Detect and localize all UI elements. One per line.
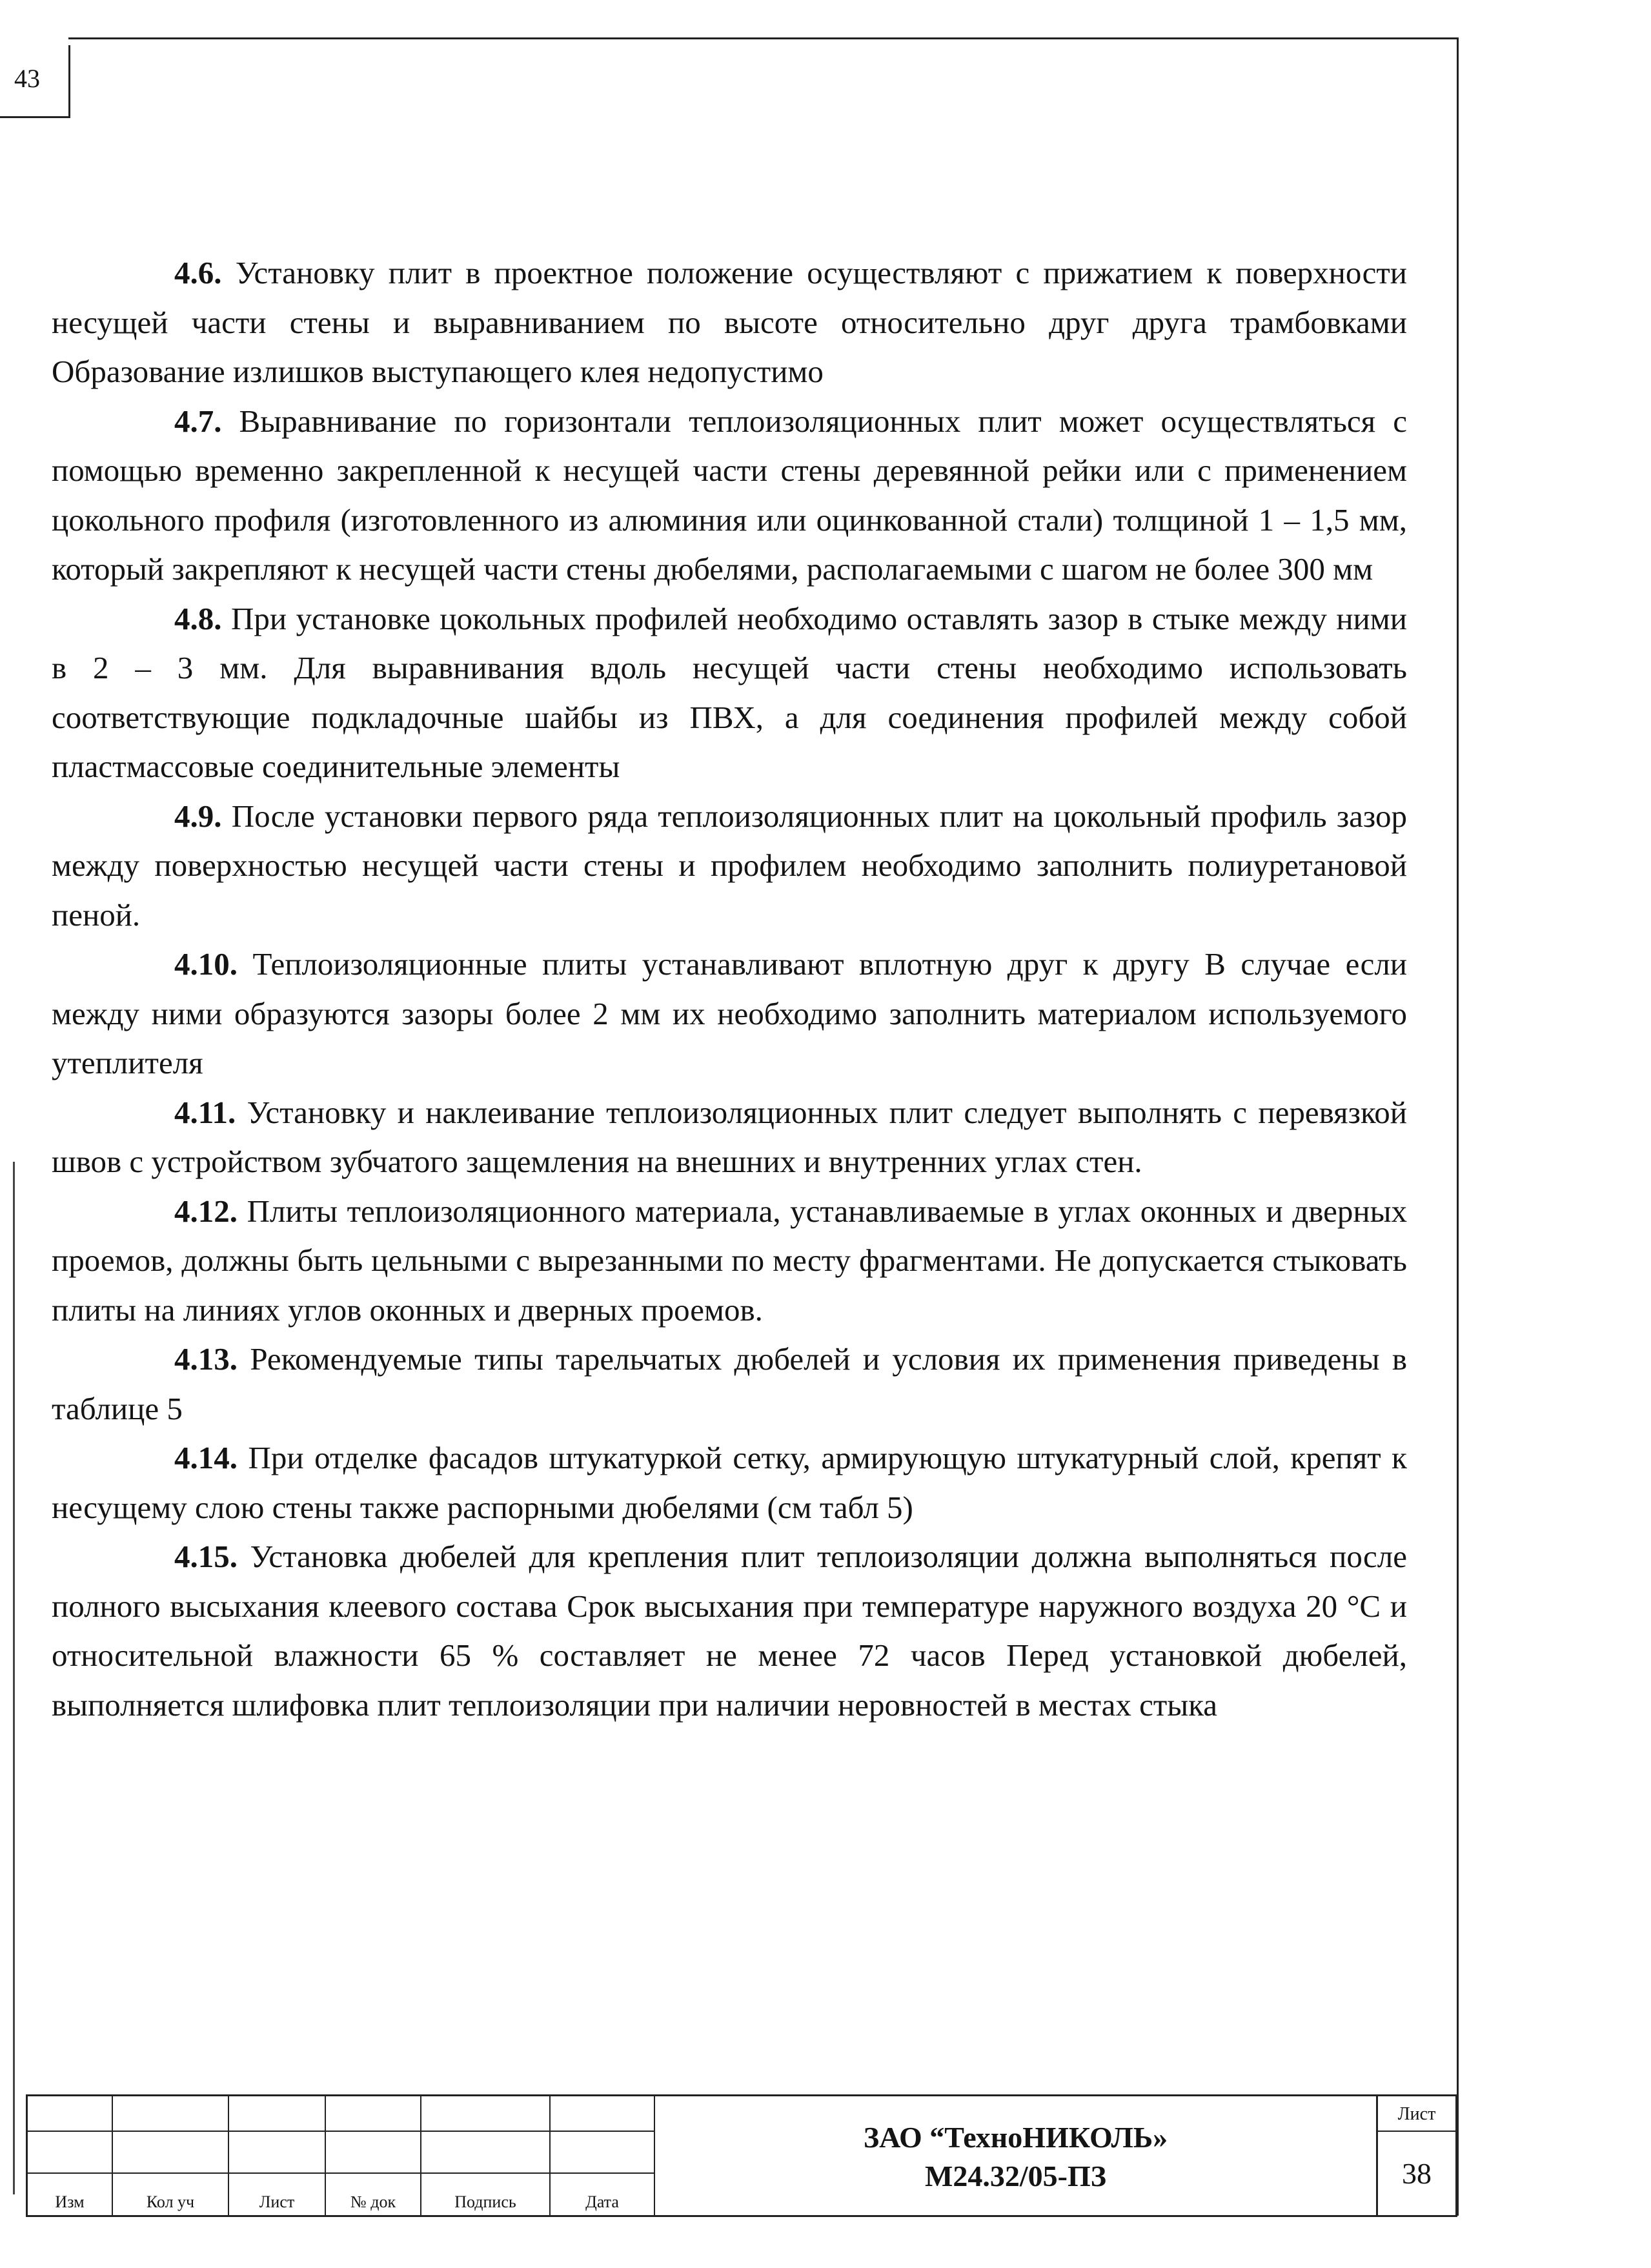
- stamp-label: Изм: [55, 2192, 85, 2211]
- paragraph-4-11: [52, 1088, 1407, 1187]
- stamp-col-izm: [28, 2174, 113, 2217]
- stamp-cell: [28, 2132, 113, 2174]
- clause-number: 4.15.: [174, 1539, 238, 1574]
- stamp-cell: [28, 2096, 113, 2132]
- clause-text: Установку плит в проектное положение осуществляют с прижатием к поверхности несущей части стены и выравниванием по высоте относительно друг друга трамбовками Образование излишков выступающего клея недопустимо: [52, 255, 1407, 389]
- frame-top-line: [68, 37, 1459, 39]
- clause-number: 4.9.: [174, 798, 222, 834]
- stamp-label: Подпись: [454, 2192, 516, 2211]
- document-code: М24.32/05-ПЗ: [924, 2159, 1107, 2192]
- clause-text: Установка дюбелей для крепления плит теплоизоляции должна выполняться после полного высыхания клеевого состава Срок высыхания при температуре наружного воздуха 20 °С и относительной влажности 65 % составляет не менее 72 часов Перед установкой дюбелей, выполняется шлифовка плит теплоизоляции при наличии неровностей в местах стыка: [52, 1539, 1407, 1723]
- stamp-cell: [113, 2096, 229, 2132]
- clause-text: Выравнивание по горизонтали теплоизоляционных плит может осуществляться с помощью временно закрепленной к несущей части стены деревянной рейки или с применением цокольного профиля (изготовленного из алюминия или оцинкованной стали) толщиной 1 – 1,5 мм, который закрепляют к несущей части стены дюбелями, располагаемыми с шагом не более 300 мм: [52, 403, 1407, 587]
- sheet-label: Лист: [1378, 2096, 1455, 2132]
- paragraph-4-7: [52, 397, 1407, 594]
- stamp-cell: [229, 2132, 326, 2174]
- page-number-box: [0, 45, 70, 118]
- stamp-label: Дата: [585, 2192, 619, 2211]
- clause-text: При отделке фасадов штукатуркой сетку, армирующую штукатурный слой, крепят к несущему слою стены также распорными дюбелями (см табл 5): [52, 1440, 1407, 1525]
- clause-text: При установке цокольных профилей необходимо оставлять зазор в стыке между ними в 2 – 3 мм. Для выравнивания вдоль несущей части стены необходимо использовать соответствующие подкладочные шайбы из ПВХ, а для соединения профилей между собой пластмассовые соединительные элементы: [52, 600, 1407, 784]
- stamp-col-date: [551, 2174, 655, 2217]
- paragraph-4-12: [52, 1187, 1407, 1335]
- paragraph-4-10: [52, 940, 1407, 1088]
- clause-text: Рекомендуемые типы тарельчатых дюбелей и условия их применения приведены в таблице 5: [52, 1341, 1407, 1426]
- paragraph-4-6: [52, 248, 1407, 397]
- stamp-cell: [421, 2096, 551, 2132]
- paragraph-4-13: [52, 1335, 1407, 1433]
- clause-number: 4.7.: [174, 403, 222, 439]
- page-number: 43: [14, 64, 40, 93]
- clause-number: 4.8.: [174, 600, 222, 636]
- stamp-cell: [113, 2132, 229, 2174]
- frame-left-line: [13, 1162, 15, 2194]
- stamp-cell: [551, 2132, 655, 2174]
- clause-text: Плиты теплоизоляционного материала, устанавливаемые в углах оконных и дверных проемов, должны быть цельными с вырезанными по месту фрагментами. Не допускается стыковать плиты на линиях углов оконных и дверных проемов.: [52, 1193, 1407, 1328]
- stamp-cell: [326, 2132, 421, 2174]
- stamp-col-list: [229, 2174, 326, 2217]
- stamp-label: Кол уч: [146, 2192, 195, 2211]
- clause-number: 4.13.: [174, 1341, 238, 1377]
- clause-text: Теплоизоляционные плиты устанавливают вплотную друг к другу В случае если между ними образуются зазоры более 2 мм их необходимо заполнить материалом используемого утеплителя: [52, 946, 1407, 1080]
- clause-number: 4.14.: [174, 1440, 238, 1475]
- company-name: ЗАО “ТехноНИКОЛЬ»: [863, 2120, 1168, 2154]
- clause-number: 4.6.: [174, 255, 222, 290]
- sheet-number: 38: [1402, 2157, 1432, 2190]
- clause-text: После установки первого ряда теплоизоляционных плит на цокольный профиль зазор между поверхностью несущей части стены и профилем необходимо заполнить полиуретановой пеной.: [52, 798, 1407, 933]
- stamp-cell: [326, 2096, 421, 2132]
- clause-number: 4.11.: [174, 1094, 236, 1130]
- stamp-label: Лист: [259, 2192, 295, 2211]
- stamp-col-doc: [326, 2174, 421, 2217]
- company-block: [655, 2096, 1378, 2217]
- stamp-col-signature: [421, 2174, 551, 2217]
- document-body: [52, 248, 1407, 1730]
- stamp-cell: [421, 2132, 551, 2174]
- frame-right-line: [1457, 37, 1459, 2216]
- title-block: [26, 2094, 1457, 2217]
- stamp-label: № док: [350, 2192, 396, 2211]
- paragraph-4-14: [52, 1433, 1407, 1532]
- clause-number: 4.10.: [174, 946, 238, 982]
- stamp-cell: [551, 2096, 655, 2132]
- stamp-cell: [229, 2096, 326, 2132]
- paragraph-4-8: [52, 594, 1407, 792]
- paragraph-4-9: [52, 792, 1407, 940]
- clause-number: 4.12.: [174, 1193, 238, 1229]
- stamp-col-kol-uch: [113, 2174, 229, 2217]
- paragraph-4-15: [52, 1532, 1407, 1730]
- clause-text: Установку и наклеивание теплоизоляционных плит следует выполнять с перевязкой швов с устройством зубчатого защемления на внешних и внутренних углах стен.: [52, 1094, 1407, 1179]
